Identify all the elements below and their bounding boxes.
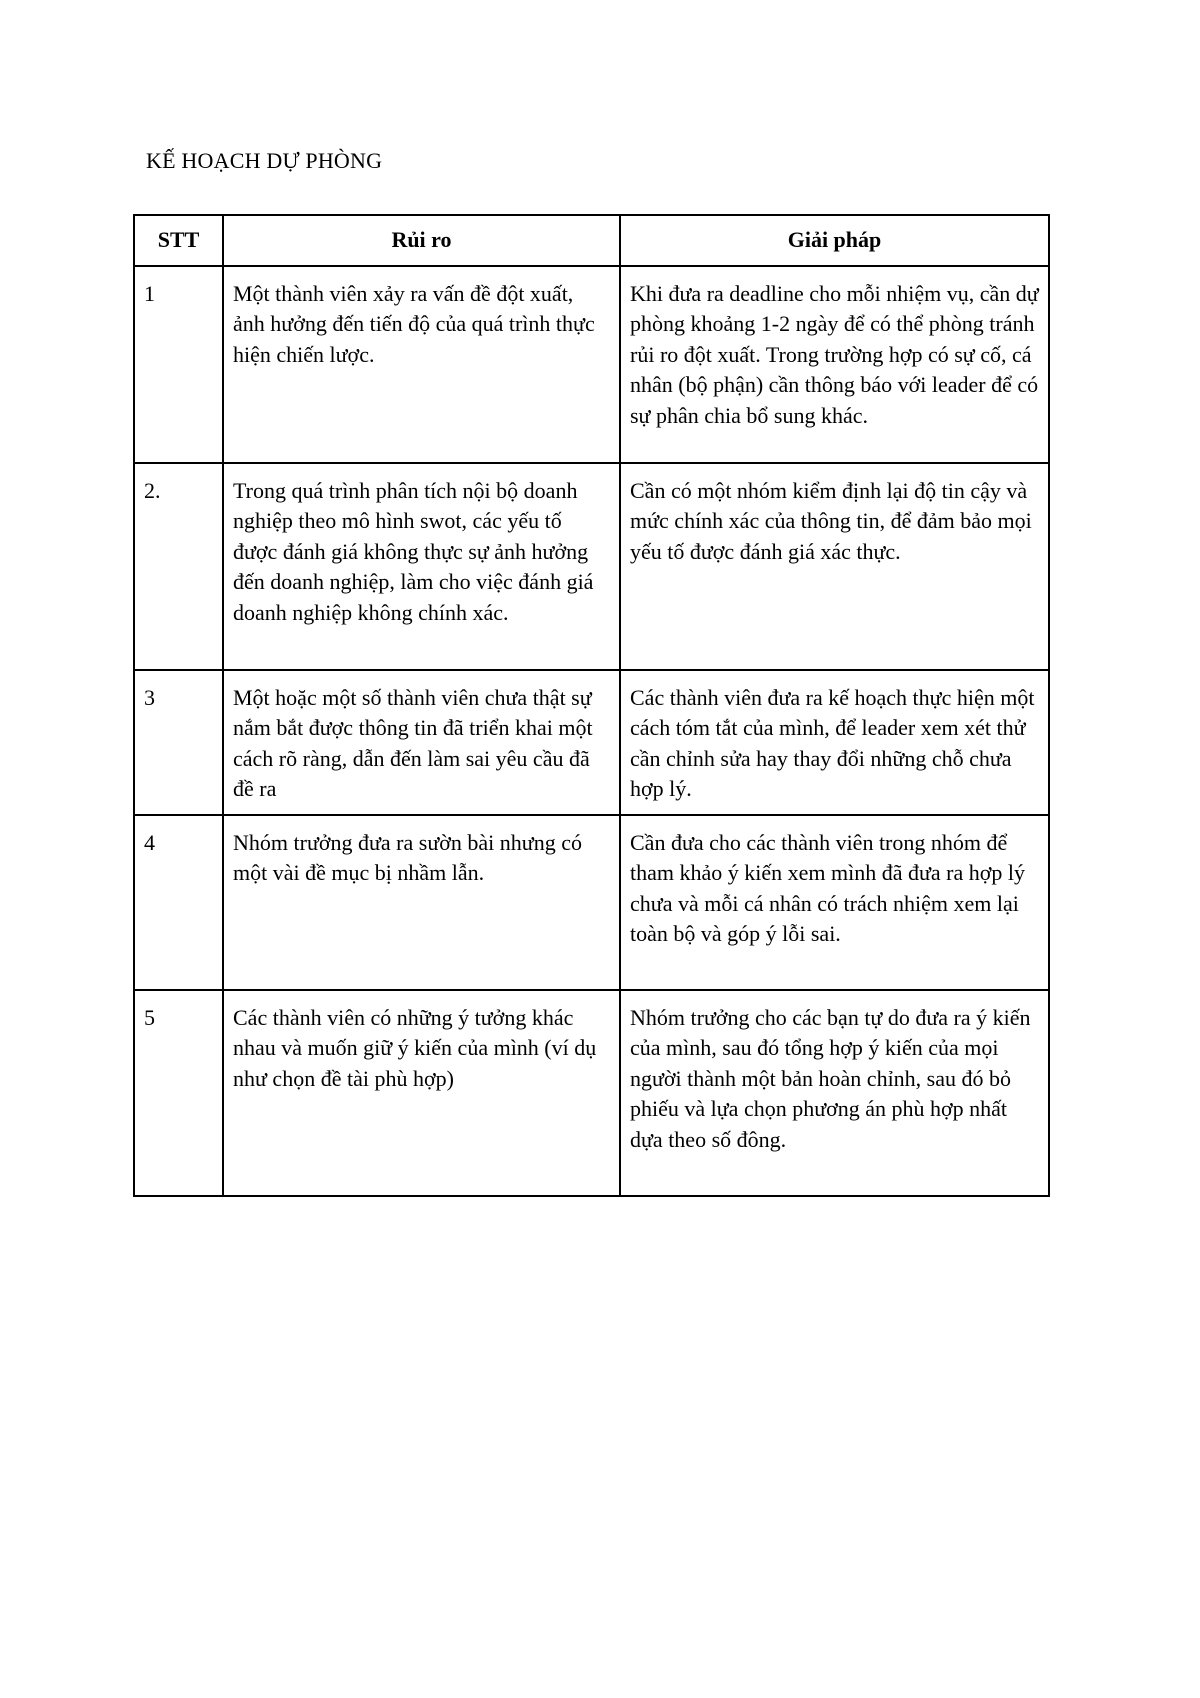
cell-risk: Trong quá trình phân tích nội bộ doanh nghiệp theo mô hình swot, các yếu tố được đánh giá không thực sự ảnh hưởng đến doanh nghiệp, làm cho việc đánh giá doanh nghiệp không chính xác.	[223, 463, 620, 670]
table-row	[134, 990, 1049, 1196]
cell-stt: 1	[134, 266, 223, 463]
table-row	[134, 670, 1049, 815]
contingency-plan-table	[133, 214, 1050, 1197]
cell-stt: 2.	[134, 463, 223, 670]
header-stt: STT	[134, 215, 223, 266]
cell-stt: 3	[134, 670, 223, 815]
cell-stt: 4	[134, 815, 223, 990]
header-risk: Rủi ro	[223, 215, 620, 266]
cell-risk: Một hoặc một số thành viên chưa thật sự nắm bắt được thông tin đã triển khai một cách rõ ràng, dẫn đến làm sai yêu cầu đã đề ra	[223, 670, 620, 815]
cell-risk: Nhóm trưởng đưa ra sườn bài nhưng có một vài đề mục bị nhầm lẫn.	[223, 815, 620, 990]
cell-solution: Cần đưa cho các thành viên trong nhóm để tham khảo ý kiến xem mình đã đưa ra hợp lý chưa và mỗi cá nhân có trách nhiệm xem lại toàn bộ và góp ý lỗi sai.	[620, 815, 1049, 990]
page-title: KẾ HOẠCH DỰ PHÒNG	[146, 148, 383, 173]
cell-solution: Các thành viên đưa ra kế hoạch thực hiện một cách tóm tắt của mình, để leader xem xét thử cần chỉnh sửa hay thay đổi những chỗ chưa hợp lý.	[620, 670, 1049, 815]
cell-risk: Một thành viên xảy ra vấn đề đột xuất, ảnh hưởng đến tiến độ của quá trình thực hiện chiến lược.	[223, 266, 620, 463]
cell-risk: Các thành viên có những ý tưởng khác nhau và muốn giữ ý kiến của mình (ví dụ như chọn đề tài phù hợp)	[223, 990, 620, 1196]
table-row	[134, 463, 1049, 670]
table-row	[134, 266, 1049, 463]
cell-solution: Nhóm trưởng cho các bạn tự do đưa ra ý kiến của mình, sau đó tổng hợp ý kiến của mọi người thành một bản hoàn chỉnh, sau đó bỏ phiếu và lựa chọn phương án phù hợp nhất dựa theo số đông.	[620, 990, 1049, 1196]
cell-solution: Khi đưa ra deadline cho mỗi nhiệm vụ, cần dự phòng khoảng 1-2 ngày để có thể phòng tránh rủi ro đột xuất. Trong trường hợp có sự cố, cá nhân (bộ phận) cần thông báo với leader để có sự phân chia bổ sung khác.	[620, 266, 1049, 463]
cell-stt: 5	[134, 990, 223, 1196]
cell-solution: Cần có một nhóm kiểm định lại độ tin cậy và mức chính xác của thông tin, để đảm bảo mọi yếu tố được đánh giá xác thực.	[620, 463, 1049, 670]
table-row	[134, 815, 1049, 990]
header-solution: Giải pháp	[620, 215, 1049, 266]
table-header-row	[134, 215, 1049, 266]
